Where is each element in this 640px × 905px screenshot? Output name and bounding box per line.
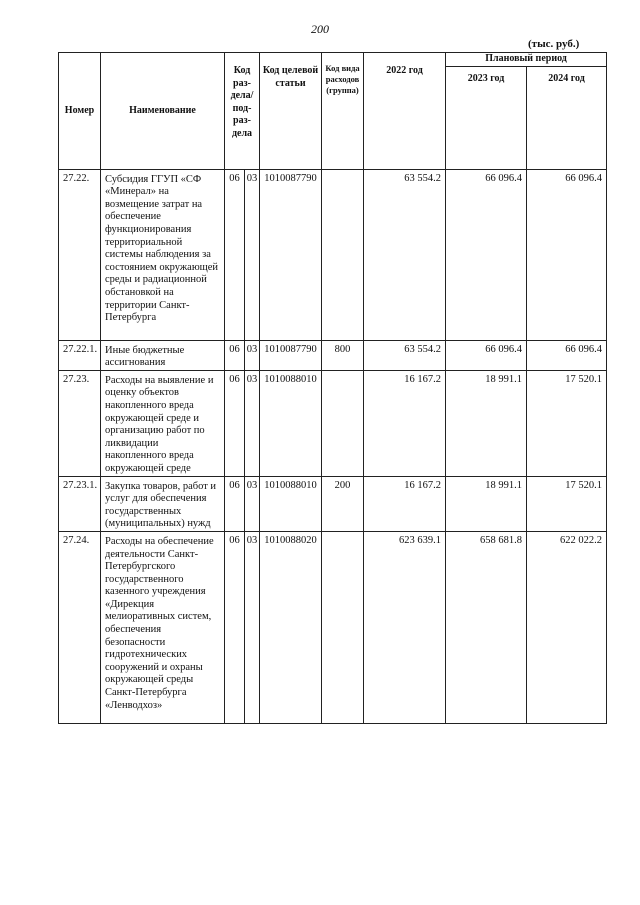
budget-table	[58, 52, 607, 724]
row-name: Расходы на обеспечение деятельности Санкт-Петербургского государственного казенного учреждения «Дирекция мелиоративных систем, обеспечения безопасности гидротехнических сооружений и охраны окружающей среды Санкт-Петербурга «Ленводхоз»	[101, 531, 225, 723]
row-num: 27.23.1.	[59, 476, 101, 531]
row-podrazdel: 03	[245, 340, 260, 370]
row-podrazdel: 03	[245, 476, 260, 531]
row-razdel: 06	[225, 370, 245, 476]
row-razdel: 06	[225, 340, 245, 370]
row-name: Субсидия ГГУП «СФ «Минерал» на возмещение затрат на обеспечение функционирования территориальной системы наблюдения за состоянием окружающей среды и радиационной обстановкой на территории Санкт-Петербурга	[101, 169, 225, 340]
header-2022: 2022 год	[364, 53, 446, 170]
header-planned-period: Плановый период	[446, 53, 607, 67]
row-target: 1010087790	[260, 169, 322, 340]
header-target: Код целевой статьи	[260, 53, 322, 170]
table-row	[59, 340, 607, 370]
header-2024: 2024 год	[527, 66, 607, 169]
row-num: 27.23.	[59, 370, 101, 476]
table-row	[59, 476, 607, 531]
row-target: 1010087790	[260, 340, 322, 370]
row-2023: 658 681.8	[446, 531, 527, 723]
row-target: 1010088010	[260, 370, 322, 476]
header-expense-type: Код вида расходов (группа)	[322, 53, 364, 170]
row-2024: 17 520.1	[527, 370, 607, 476]
row-2022: 16 167.2	[364, 476, 446, 531]
row-target: 1010088010	[260, 476, 322, 531]
header-2023: 2023 год	[446, 66, 527, 169]
row-razdel: 06	[225, 531, 245, 723]
header-name: Наименование	[101, 53, 225, 170]
row-name: Иные бюджетные ассигнования	[101, 340, 225, 370]
row-name: Закупка товаров, работ и услуг для обеспечения государственных (муниципальных) нужд	[101, 476, 225, 531]
row-expense: 200	[322, 476, 364, 531]
row-2024: 66 096.4	[527, 169, 607, 340]
row-target: 1010088020	[260, 531, 322, 723]
page-number: 200	[311, 22, 329, 36]
row-expense	[322, 370, 364, 476]
row-2024: 66 096.4	[527, 340, 607, 370]
row-2024: 622 022.2	[527, 531, 607, 723]
row-num: 27.22.1.	[59, 340, 101, 370]
header-num: Номер	[59, 53, 101, 170]
row-expense	[322, 531, 364, 723]
row-podrazdel: 03	[245, 169, 260, 340]
table-row	[59, 370, 607, 476]
row-razdel: 06	[225, 169, 245, 340]
row-podrazdel: 03	[245, 370, 260, 476]
row-2022: 623 639.1	[364, 531, 446, 723]
row-2023: 66 096.4	[446, 169, 527, 340]
row-2023: 18 991.1	[446, 370, 527, 476]
row-podrazdel: 03	[245, 531, 260, 723]
row-2022: 16 167.2	[364, 370, 446, 476]
row-2023: 18 991.1	[446, 476, 527, 531]
row-2024: 17 520.1	[527, 476, 607, 531]
row-2022: 63 554.2	[364, 340, 446, 370]
header-section: Код раз-дела/ под-раз-дела	[225, 53, 260, 170]
row-2023: 66 096.4	[446, 340, 527, 370]
row-name: Расходы на выявление и оценку объектов накопленного вреда окружающей среде и организацию работ по ликвидации накопленного вреда окружающей среде	[101, 370, 225, 476]
row-expense	[322, 169, 364, 340]
table-row	[59, 531, 607, 723]
row-num: 27.24.	[59, 531, 101, 723]
row-num: 27.22.	[59, 169, 101, 340]
table-row	[59, 169, 607, 340]
row-razdel: 06	[225, 476, 245, 531]
row-expense: 800	[322, 340, 364, 370]
row-2022: 63 554.2	[364, 169, 446, 340]
units-label: (тыс. руб.)	[528, 38, 580, 50]
